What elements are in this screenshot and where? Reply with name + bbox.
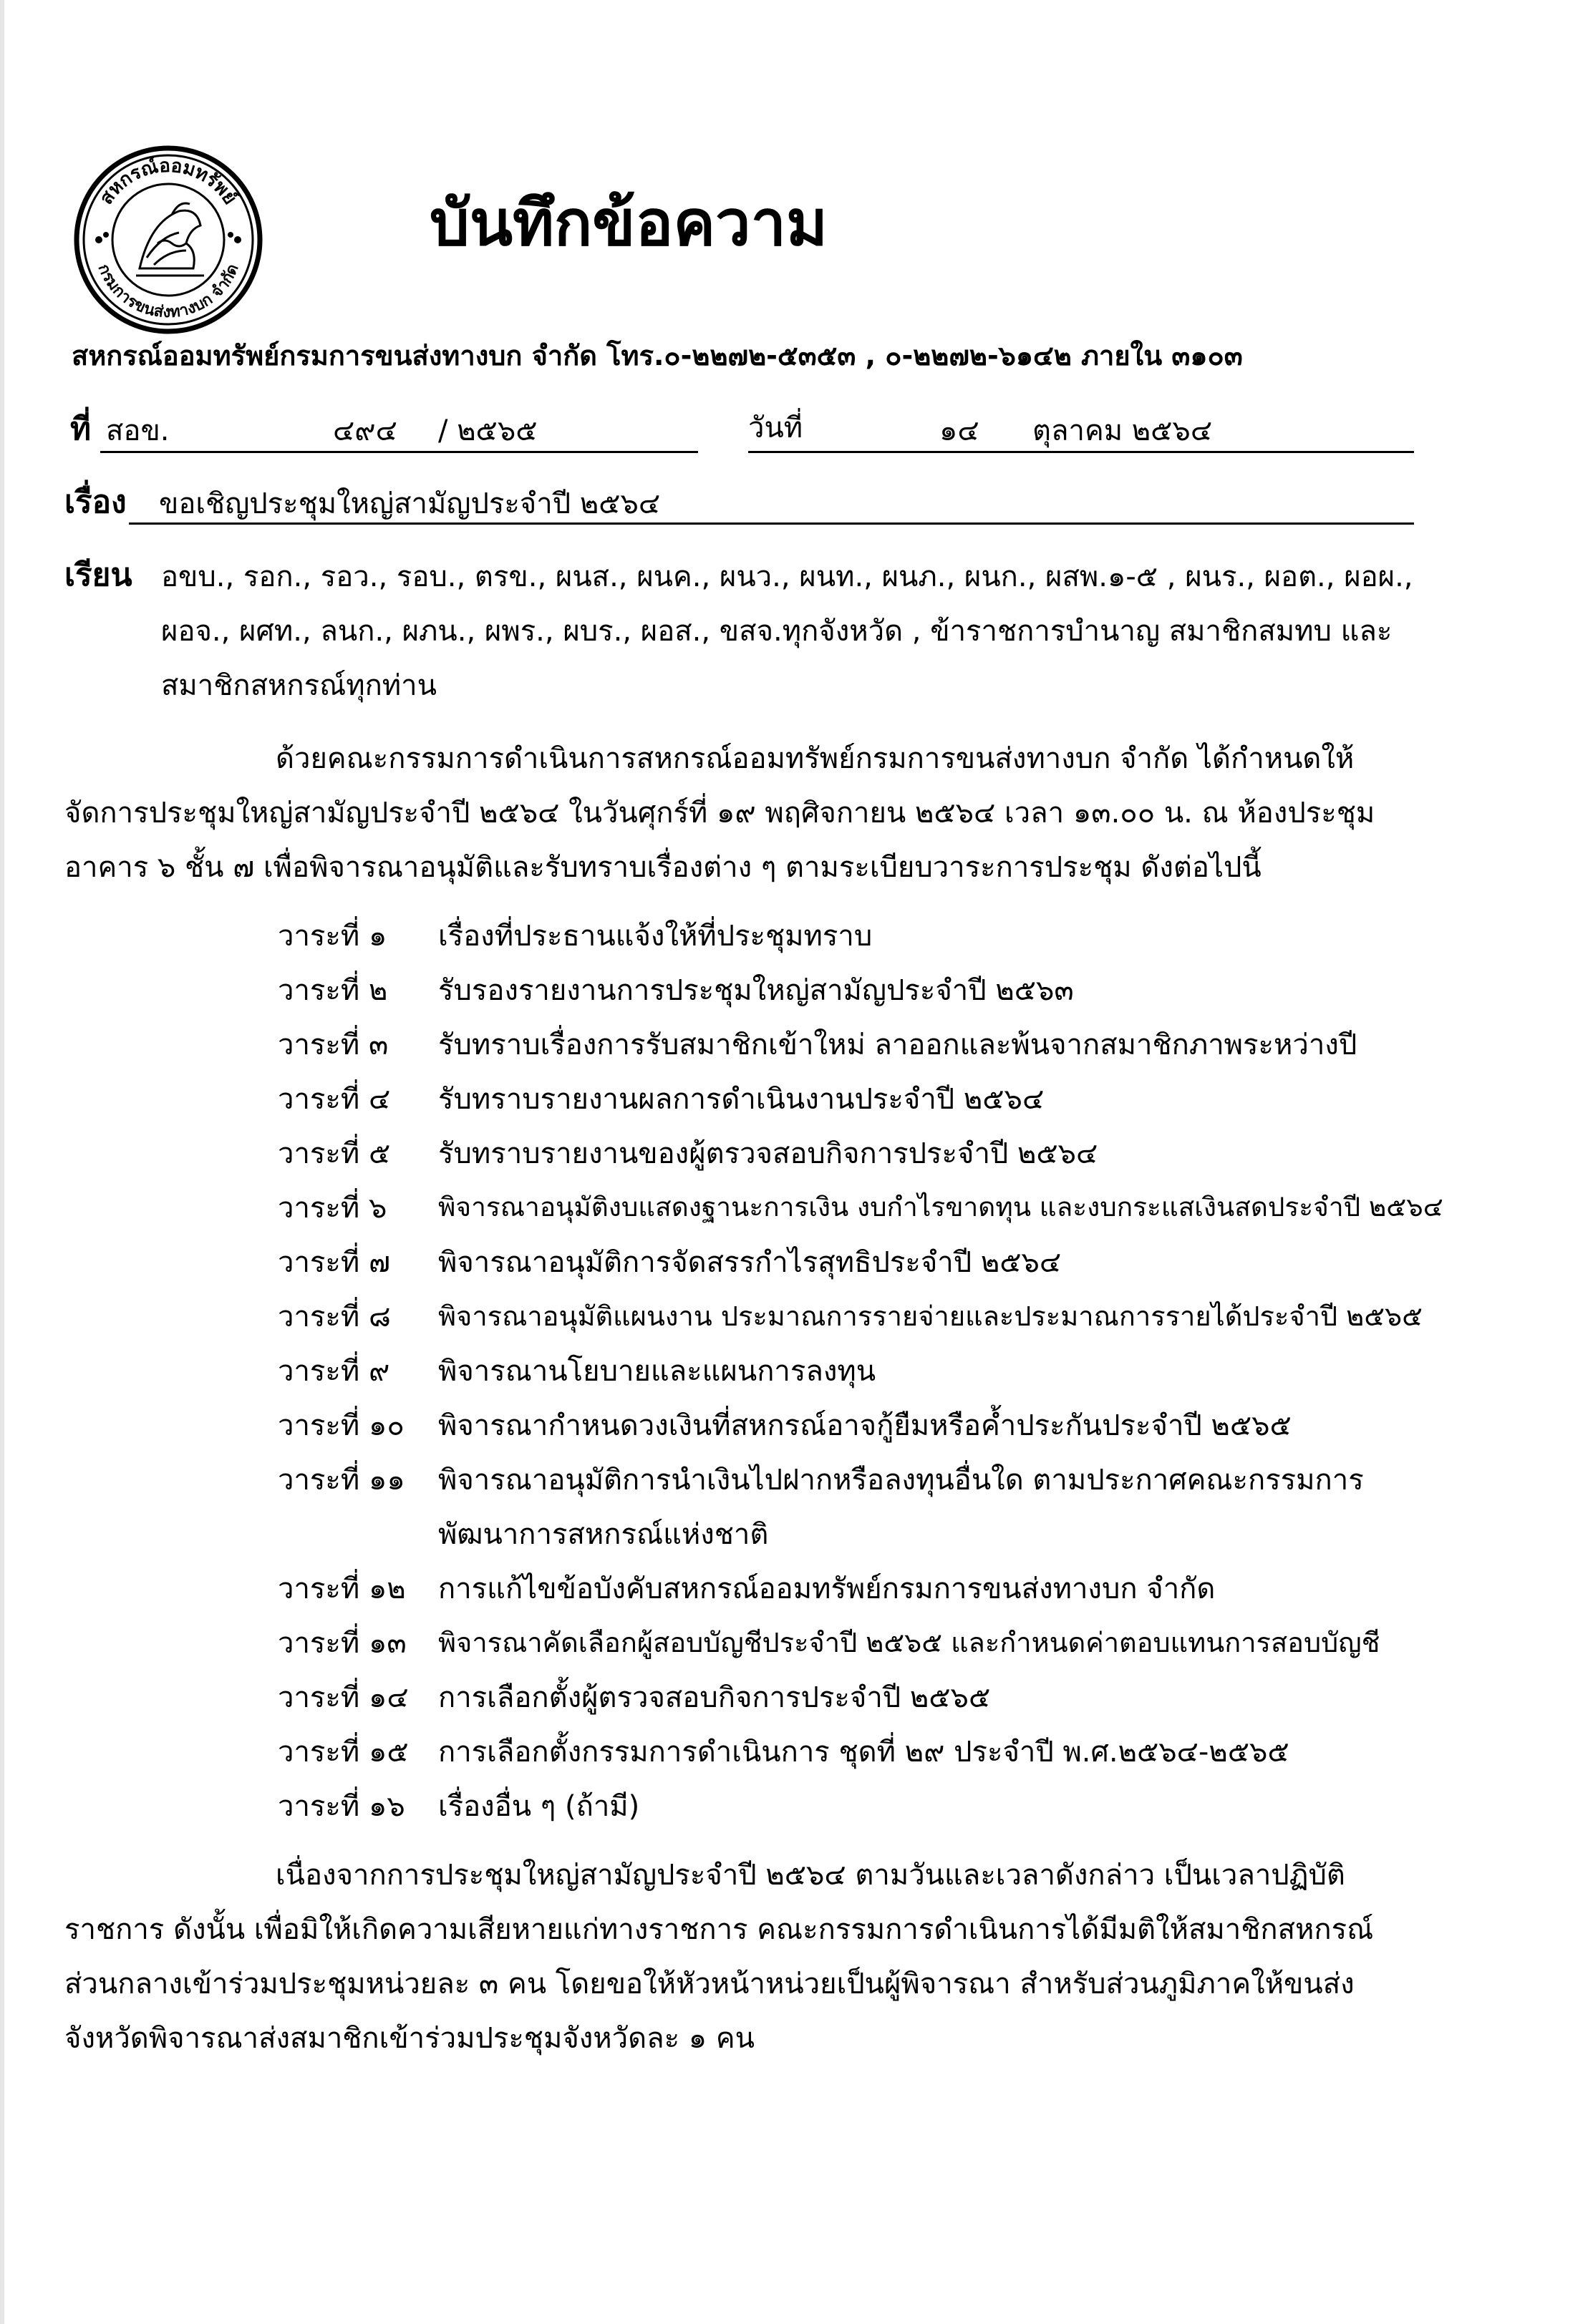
agenda-text: รับรองรายงานการประชุมใหญ่สามัญประจำปี ๒๕๖๓: [438, 974, 1074, 1007]
agenda-text: พิจารณาอนุมัติแผนงาน ประมาณการรายจ่ายและประมาณการรายได้ประจำปี ๒๕๖๕: [438, 1300, 1423, 1332]
memo-title: บันทึกข้อความ: [430, 186, 828, 260]
seal-top-text: สหกรณ์ออมทรัพย์: [95, 155, 241, 209]
agenda-text: การเลือกตั้งกรรมการดำเนินการ ชุดที่ ๒๙ ประจำปี พ.ศ.๒๕๖๔-๒๕๖๕: [438, 1736, 1289, 1769]
agenda-label: วาระที่ ๒: [278, 974, 388, 1007]
agenda-text: การแก้ไขข้อบังคับสหกรณ์ออมทรัพย์กรมการขนส่งทางบก จำกัด: [438, 1572, 1216, 1605]
date-month-year: ตุลาคม ๒๕๖๔: [1032, 414, 1213, 447]
para1-line: อาคาร ๖ ชั้น ๗ เพื่อพิจารณาอนุมัติและรับทราบเรื่องต่าง ๆ ตามระเบียบวาระการประชุม ดังต่อไปนี้: [64, 851, 1262, 884]
agenda-text: พิจารณาอนุมัติการนำเงินไปฝากหรือลงทุนอื่นใด ตามประกาศคณะกรรมการ: [438, 1464, 1364, 1497]
cooperative-seal-logo: [72, 143, 265, 336]
agenda-label: วาระที่ ๑๐: [278, 1409, 405, 1442]
agenda-text: รับทราบเรื่องการรับสมาชิกเข้าใหม่ ลาออกและพ้นจากสมาชิกภาพระหว่างปี: [438, 1029, 1357, 1061]
ref-number: ๔๙๔: [333, 414, 397, 447]
to-label: เรียน: [64, 557, 132, 593]
agenda-text: เรื่องที่ประธานแจ้งให้ที่ประชุมทราบ: [438, 920, 873, 953]
date-underline: [748, 451, 1414, 453]
agenda-text-continued: พัฒนาการสหกรณ์แห่งชาติ: [438, 1518, 769, 1551]
subject-underline: [129, 522, 1414, 525]
agenda-label: วาระที่ ๑๕: [278, 1736, 409, 1769]
agenda-label: วาระที่ ๑๑: [278, 1464, 405, 1497]
agenda-text: พิจารณาอนุมัติงบแสดงฐานะการเงิน งบกำไรขาดทุน และงบกระแสเงินสดประจำปี ๒๕๖๔: [438, 1192, 1443, 1222]
ref-prefix: สอข.: [106, 414, 170, 447]
agenda-label: วาระที่ ๑๓: [278, 1627, 407, 1660]
para1-line: จัดการประชุมใหญ่สามัญประจำปี ๒๕๖๔ ในวันศุกร์ที่ ๑๙ พฤศิจกายน ๒๕๖๔ เวลา ๑๓.๐๐ น. ณ ห้องประชุม: [64, 797, 1375, 830]
date-day: ๑๔: [939, 414, 979, 447]
ref-year: / ๒๕๖๕: [438, 414, 538, 447]
ref-label: ที่: [70, 411, 92, 447]
agenda-label: วาระที่ ๔: [278, 1083, 391, 1116]
subject-label: เรื่อง: [64, 484, 127, 520]
agenda-text: รับทราบรายงานของผู้ตรวจสอบกิจการประจำปี ๒๕๖๔: [438, 1137, 1098, 1170]
agenda-label: วาระที่ ๙: [278, 1355, 390, 1388]
org-contact-line: สหกรณ์ออมทรัพย์กรมการขนส่งทางบก จำกัด โทร.๐-๒๒๗๒-๕๓๕๓ , ๐-๒๒๗๒-๖๑๔๒ ภายใน ๓๑๐๓: [72, 340, 1243, 371]
agenda-label: วาระที่ ๑๖: [278, 1790, 405, 1823]
to-line: สมาชิกสหกรณ์ทุกท่าน: [161, 669, 437, 702]
agenda-text: พิจารณานโยบายและแผนการลงทุน: [438, 1355, 876, 1388]
date-label: วันที่: [748, 412, 803, 444]
agenda-text: รับทราบรายงานผลการดำเนินงานประจำปี ๒๕๖๔: [438, 1083, 1045, 1116]
agenda-label: วาระที่ ๗: [278, 1246, 391, 1279]
agenda-text: พิจารณากำหนดวงเงินที่สหกรณ์อาจกู้ยืมหรือค้ำประกันประจำปี ๒๕๖๕: [438, 1409, 1292, 1442]
para2-line: จังหวัดพิจารณาส่งสมาชิกเข้าร่วมประชุมจังหวัดละ ๑ คน: [64, 2022, 755, 2055]
agenda-label: วาระที่ ๑๔: [278, 1681, 409, 1714]
para2-line: ราชการ ดังนั้น เพื่อมิให้เกิดความเสียหายแก่ทางราชการ คณะกรรมการดำเนินการได้มีมติให้สมาชิกสหกรณ์: [64, 1913, 1374, 1946]
agenda-label: วาระที่ ๕: [278, 1137, 391, 1170]
agenda-label: วาระที่ ๑๒: [278, 1572, 406, 1605]
para1-line: ด้วยคณะกรรมการดำเนินการสหกรณ์ออมทรัพย์กรมการขนส่งทางบก จำกัด ได้กำหนดให้: [276, 742, 1355, 775]
agenda-text: พิจารณาอนุมัติการจัดสรรกำไรสุทธิประจำปี ๒๕๖๔: [438, 1246, 1062, 1279]
subject-text: ขอเชิญประชุมใหญ่สามัญประจำปี ๒๕๖๔: [159, 487, 661, 520]
agenda-label: วาระที่ ๘: [278, 1300, 391, 1333]
seal-bottom-text: กรมการขนส่งทางบก จำกัด: [94, 261, 243, 322]
agenda-label: วาระที่ ๓: [278, 1029, 389, 1061]
to-line: อขบ., รอก., รอว., รอบ., ตรข., ผนส., ผนค., ผนว., ผนท., ผนภ., ผนก., ผสพ.๑-๕ , ผนร., ผอต., ผอผ.,: [161, 560, 1413, 593]
page-edge: [0, 0, 4, 2324]
agenda-text: พิจารณาคัดเลือกผู้สอบบัญชีประจำปี ๒๕๖๕ และกำหนดค่าตอบแทนการสอบบัญชี: [438, 1627, 1380, 1658]
to-line: ผอจ., ผศท., ลนก., ผภน., ผพร., ผบร., ผอส., ขสจ.ทุกจังหวัด , ข้าราชการบำนาญ สมาชิกสมทบ และ: [161, 615, 1393, 648]
agenda-text: การเลือกตั้งผู้ตรวจสอบกิจการประจำปี ๒๕๖๕: [438, 1681, 991, 1714]
agenda-label: วาระที่ ๑: [278, 920, 387, 953]
agenda-label: วาระที่ ๖: [278, 1192, 387, 1225]
para2-line: ส่วนกลางเข้าร่วมประชุมหน่วยละ ๓ คน โดยขอให้หัวหน้าหน่วยเป็นผู้พิจารณา สำหรับส่วนภูมิภาคให้ขนส่ง: [64, 1968, 1355, 2000]
para2-line: เนื่องจากการประชุมใหญ่สามัญประจำปี ๒๕๖๔ ตามวันและเวลาดังกล่าว เป็นเวลาปฏิบัติ: [276, 1859, 1345, 1892]
agenda-text: เรื่องอื่น ๆ (ถ้ามี): [438, 1790, 640, 1823]
ref-underline: [100, 451, 698, 453]
